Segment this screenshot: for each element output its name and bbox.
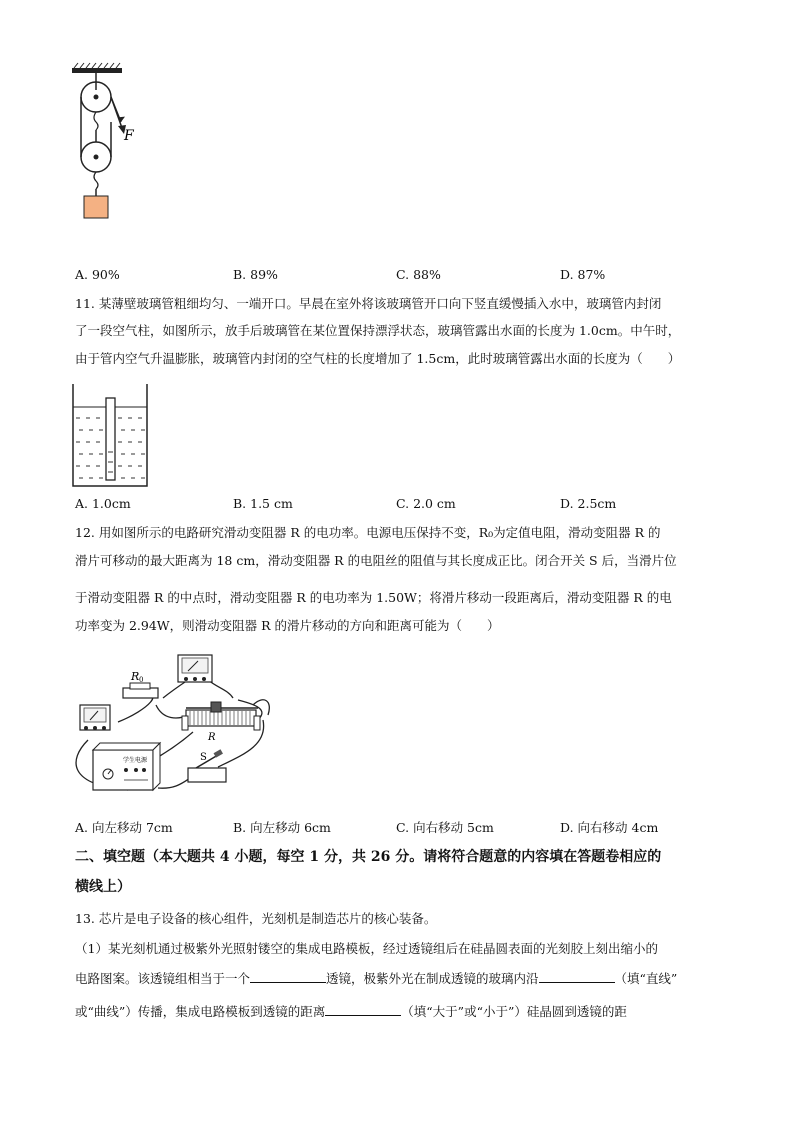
q13-p1-line-1: （1）某光刻机通过极紫外光照射镂空的集成电路模板，经过透镜组后在硅晶圆表面的光刻胶上刻出缩小的 — [75, 941, 658, 956]
q10-option-b[interactable]: B. 89% — [233, 267, 278, 282]
q13-line3-text-b: （填“大于”或“小于”）硅晶圆到透镜的距 — [401, 1004, 627, 1019]
q11-line-3: 由于管内空气升温膨胀，玻璃管内封闭的空气柱的长度增加了 1.5cm，此时玻璃管露出水面的长度为（ ） — [75, 351, 681, 366]
q10-option-c[interactable]: C. 88% — [396, 267, 441, 282]
r0-subscript: 0 — [139, 676, 144, 684]
q13-line2-text-a: 电路图案。该透镜组相当于一个 — [75, 971, 251, 986]
q11-option-b[interactable]: B. 1.5 cm — [233, 496, 293, 511]
circuit-figure — [68, 650, 278, 798]
section-heading-line-2: 横线上） — [75, 879, 131, 895]
answer-blank-3[interactable] — [325, 1003, 401, 1016]
q11-line-1: 11. 某薄壁玻璃管粗细均匀、一端开口。早晨在室外将该玻璃管开口向下竖直缓慢插入水中，玻璃管内封闭 — [75, 296, 662, 311]
q12-option-d[interactable]: D. 向右移动 4cm — [560, 820, 659, 835]
q10-option-a[interactable]: A. 90% — [75, 267, 120, 282]
q12-line-4: 功率变为 2.94W，则滑动变阻器 R 的滑片移动的方向和距离可能为（ ） — [75, 618, 500, 633]
q12-line-3: 于滑动变阻器 R 的中点时，滑动变阻器 R 的电功率为 1.50W；将滑片移动一段距离后，滑动变阻器 R 的电 — [75, 590, 672, 605]
q11-line-2: 了一段空气柱，如图所示，放手后玻璃管在某位置保持漂浮状态，玻璃管露出水面的长度为 1.0cm。中午时， — [75, 323, 681, 338]
q11-option-c[interactable]: C. 2.0 cm — [396, 496, 456, 511]
q11-option-a[interactable]: A. 1.0cm — [75, 496, 131, 511]
q12-option-b[interactable]: B. 向左移动 6cm — [233, 820, 331, 835]
q12-line-2: 滑片可移动的最大距离为 18 cm，滑动变阻器 R 的电阻丝的阻值与其长度成正比。闭合开关 S 后，当滑片位 — [75, 553, 677, 568]
q13-line3-text-a: 或“曲线”）传播，集成电路模板到透镜的距离 — [75, 1004, 326, 1019]
q13-p1-line-2 — [75, 970, 677, 988]
glass-tube-figure — [70, 382, 150, 488]
answer-blank-1[interactable] — [250, 970, 326, 983]
q13-intro: 13. 芯片是电子设备的核心组件，光刻机是制造芯片的核心装备。 — [75, 911, 437, 926]
r0-label: R — [131, 670, 140, 683]
q12-option-a[interactable]: A. 向左移动 7cm — [75, 820, 173, 835]
supply-label: 学生电源 — [123, 757, 148, 764]
switch-label: S — [200, 752, 207, 763]
force-label: F — [124, 128, 134, 144]
q12-line-1: 12. 用如图所示的电路研究滑动变阻器 R 的电功率。电源电压保持不变，R₀为定值电阻，滑动变阻器 R 的 — [75, 525, 661, 540]
r-label: R — [208, 732, 216, 743]
q11-option-d[interactable]: D. 2.5cm — [560, 496, 617, 511]
section-heading-line-1: 二、填空题（本大题共 4 小题，每空 1 分，共 26 分。请将符合题意的内容填在答题卷相应的 — [75, 849, 662, 865]
q10-option-d[interactable]: D. 87% — [560, 267, 606, 282]
q13-line2-text-c: （填“直线” — [614, 971, 678, 986]
pulley-figure — [66, 62, 146, 222]
answer-blank-2[interactable] — [539, 970, 615, 983]
q12-option-c[interactable]: C. 向右移动 5cm — [396, 820, 494, 835]
q13-line2-text-b: 透镜，极紫外光在制成透镜的玻璃内沿 — [326, 971, 539, 986]
q13-p1-line-3 — [75, 1003, 627, 1021]
